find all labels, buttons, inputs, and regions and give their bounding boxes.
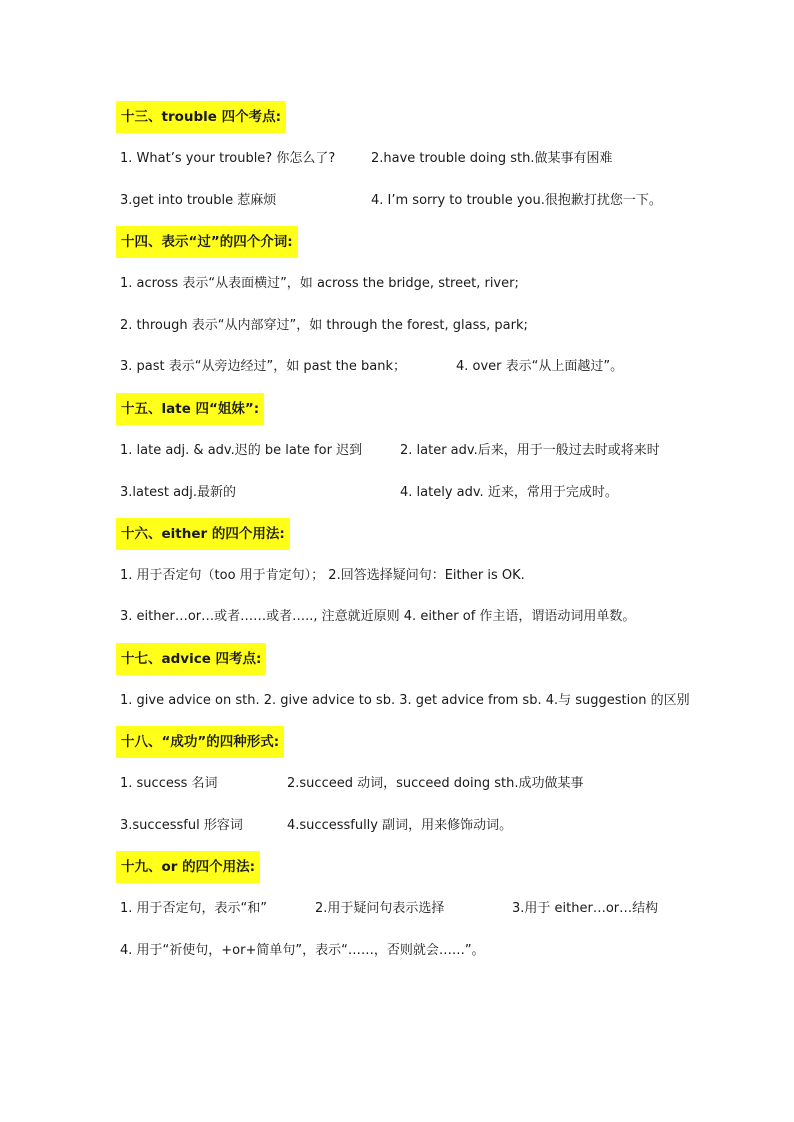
section-16-line-1: 1. 用于否定句（too 用于肯定句）； 2.回答选择疑问句：Either is OK. — [120, 568, 525, 583]
section-13-line-2-col2: 4. I’m sorry to trouble you.很抱歉打扰您一下。 — [371, 193, 662, 208]
section-heading-13: 十三、trouble 四个考点: — [116, 101, 286, 133]
section-15-line-1-col1: 1. late adj. & adv.迟的 be late for 迟到 — [120, 443, 363, 458]
section-14-line-3-col2: 4. over 表示“从上面越过”。 — [456, 359, 624, 374]
section-18-line-1-col1: 1. success 名词 — [120, 776, 218, 791]
section-13-line-1-col2: 2.have trouble doing sth.做某事有困难 — [371, 151, 613, 166]
section-17-line-1: 1. give advice on sth. 2. give advice to sb. 3. get advice from sb. 4.与 suggestion 的区别 — [120, 693, 690, 708]
section-14-line-3-col1: 3. past 表示“从旁边经过”，如 past the bank； — [120, 359, 407, 374]
section-19-line-1-col1: 1. 用于否定句，表示“和” — [120, 901, 268, 916]
section-19-line-1-col2: 2.用于疑问句表示选择 — [315, 901, 445, 916]
section-14-line-2: 2. through 表示“从内部穿过”，如 through the forest, glass, park; — [120, 318, 528, 333]
section-15-line-2-col2: 4. lately adv. 近来，常用于完成时。 — [400, 485, 618, 500]
section-19-line-2: 4. 用于“祈使句，+or+简单句”，表示“……，否则就会……”。 — [120, 943, 485, 958]
section-heading-16: 十六、either 的四个用法: — [116, 518, 290, 550]
section-heading-14: 十四、表示“过”的四个介词: — [116, 226, 298, 258]
section-14-line-1: 1. across 表示“从表面横过”，如 across the bridge, street, river; — [120, 276, 519, 291]
section-16-line-2: 3. either…or…或者……或者….., 注意就近原则 4. either of 作主语，谓语动词用单数。 — [120, 609, 636, 624]
section-15-line-2-col1: 3.latest adj.最新的 — [120, 485, 237, 500]
section-heading-18: 十八、“成功”的四种形式: — [116, 726, 284, 758]
section-18-line-2-col2: 4.successfully 副词，用来修饰动词。 — [287, 818, 513, 833]
section-heading-19: 十九、or 的四个用法: — [116, 851, 260, 883]
section-19-line-1-col3: 3.用于 either…or…结构 — [512, 901, 659, 916]
section-18-line-1-col2: 2.succeed 动词，succeed doing sth.成功做某事 — [287, 776, 584, 791]
section-heading-15: 十五、late 四“姐妹”: — [116, 393, 264, 425]
section-13-line-1-col1: 1. What’s your trouble? 你怎么了? — [120, 151, 336, 166]
section-13-line-2-col1: 3.get into trouble 惹麻烦 — [120, 193, 277, 208]
section-15-line-1-col2: 2. later adv.后来，用于一般过去时或将来时 — [400, 443, 660, 458]
section-heading-17: 十七、advice 四考点: — [116, 643, 266, 675]
section-18-line-2-col1: 3.successful 形容词 — [120, 818, 243, 833]
